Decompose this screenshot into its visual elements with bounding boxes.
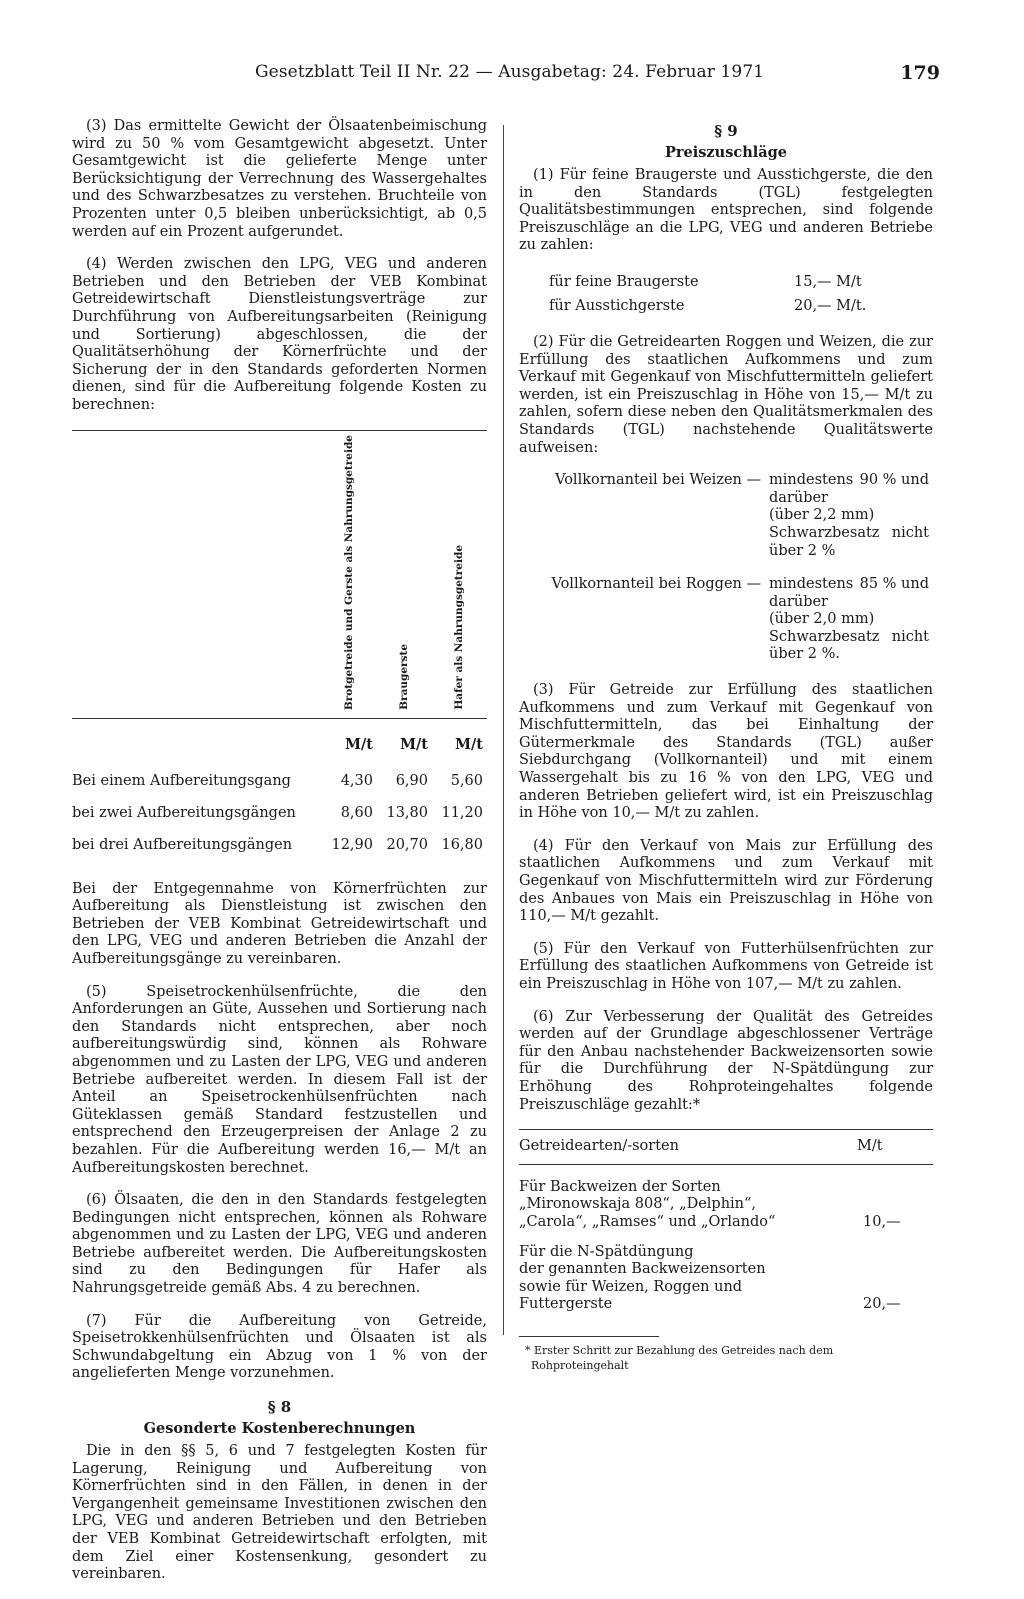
paragraph-4: (4) Werden zwischen den LPG, VEG und anderen Betrieben und den Betrieben der VEB Kombinat Getreidewirtschaft Dienstleistungsverträge zur Durchführung von Aufbereitungsarbeiten (Reinigung und Sortierung) abgeschlossen, die der Qualitätserhöhung der Körnerfrüchte und der Sicherung der in den Standards geforderten Normen dienen, sind für die Aufbereitung folgende Kosten zu berechnen: (72, 256, 487, 413)
variety-header-label: Getreidearten/-sorten (519, 1130, 849, 1165)
surcharge-value: 20,— M/t. (794, 297, 867, 314)
header-title: Gesetzblatt Teil II Nr. 22 — Ausgabetag: 24. Februar 1971 (255, 62, 765, 82)
paragraph-3: (3) Das ermittelte Gewicht der Ölsaatenbeimischung wird zu 50 % vom Gesamtgewicht abgesetzt. Unter Gesamtgewicht ist die gelieferte Menge unter Berücksichtigung der Verrechnung des Wassergehaltes und des Schwarzbesatzes zu verstehen. Bruchteile von Prozenten unter 0,5 bleiben unberücksichtigt, ab 0,5 werden auf ein Prozent aufgerundet. (72, 118, 487, 240)
quality-text: darüber (769, 489, 828, 506)
section-8-text: Die in den §§ 5, 6 und 7 festgelegten Kosten für Lagerung, Reinigung und Aufbereitung von Körnerfrüchten sind in den Fällen, in denen in der Vergangenheit gemeinsame Investitionen zwischen den LPG, VEG und anderen Betrieben und den Betrieben der VEB Kombinat Getreidewirtschaft erfolgten, mit dem Ziel einer Kostensenkung, gesondert zu vereinbaren. (72, 1443, 487, 1583)
quality-block-roggen (519, 576, 933, 664)
left-column (72, 118, 487, 1599)
cost-value: 5,60 (450, 772, 483, 789)
list-item (549, 294, 933, 318)
cost-table-header-row (72, 430, 487, 718)
cost-value: 8,60 (340, 804, 373, 821)
paragraph-4-continued: Bei der Entgegennahme von Körnerfrüchten zur Aufbereitung als Dienstleistung ist zwischen den Betrieben der VEB Kombinat Getreidewirtschaft und den LPG, VEG und anderen Betrieben die Anzahl der Aufbereitungsgänge zu vereinbaren. (72, 880, 487, 967)
cost-value: 4,30 (340, 772, 373, 789)
cost-header-hafer: Hafer als Nahrungsgetreide (432, 430, 487, 718)
quality-text: darüber (769, 593, 828, 610)
variety-text: der genannten Backweizensorten (519, 1261, 766, 1278)
variety-header-unit: M/t (849, 1130, 933, 1165)
quality-text: über 2 %. (769, 646, 840, 663)
variety-row-label (519, 1164, 849, 1231)
variety-text: sowie für Weizen, Roggen und (519, 1278, 743, 1295)
unit-cell: M/t (454, 736, 483, 754)
quality-text: Schwarzbesatz (769, 524, 880, 541)
row-label: Bei einem Aufbereitungsgang (72, 772, 291, 789)
variety-surcharge-table (519, 1129, 933, 1314)
quality-text: (über 2,0 mm) (769, 611, 875, 628)
paragraph-9-2: (2) Für die Getreidearten Roggen und Weizen, die zur Erfüllung des staatlichen Aufkommens und zum Verkauf mit Gegenkauf von Mischfuttermitteln geliefert werden, ist ein Preiszuschlag in Höhe von 15,— M/t zu zahlen, sofern diese neben den Qualitätsmerkmalen des Standards (TGL) nachstehende Qualitätswerte aufweisen: (519, 333, 933, 456)
paragraph-9-3: (3) Für Getreide zur Erfüllung des staatlichen Aufkommens und zum Verkauf mit Gegenkauf von Mischfuttermitteln, das bei Einhaltung der Gütermerkmale des Standards (TGL) außer Siebdurchgang (Vollkornanteil) und mit einem Wassergehalt bis zu 16 % von den LPG, VEG und anderen Betrieben geliefert wird, ist ein Preiszuschlag in Höhe von 10,— M/t zu zahlen. (519, 682, 933, 822)
footnote-rule (519, 1336, 659, 1337)
quality-text: mindestens (769, 472, 854, 489)
cost-table-units-row (72, 718, 487, 765)
table-row (72, 829, 487, 861)
section-9-number: § 9 (714, 122, 738, 140)
paragraph-5: (5) Speisetrockenhülsenfrüchte, die den Anforderungen an Güte, Aussehen und Sortierung nach den Standards nicht entsprechen, aber noch aufbereitungswürdig sind, können als Rohware abgenommen und zu Lasten der LPG, VEG und anderen Betriebe aufbereitet werden. In diesem Fall ist der Anteil an Speisetrockenhülsenfrüchten nach Güteklassen gemäß Standard festzustellen und entsprechend den Erzeugerpreisen der Anlage 2 zu bezahlen. Für die Aufbereitung werden 16,— M/t an Aufbereitungskosten berechnet. (72, 983, 487, 1176)
unit-cell: M/t (344, 736, 373, 754)
variety-text: Futtergerste (519, 1296, 613, 1313)
quality-text: (über 2,2 mm) (769, 507, 875, 524)
right-column (519, 118, 933, 1373)
cost-header-braugerste: Braugerste (377, 430, 432, 718)
cost-value: 12,90 (331, 836, 373, 853)
variety-table-header-row (519, 1130, 933, 1165)
table-row (519, 1232, 933, 1314)
quality-detail (769, 576, 929, 664)
cost-value: 6,90 (395, 772, 428, 789)
quality-block-weizen (519, 472, 933, 560)
cost-header-brotgetreide: Brotgetreide und Gerste als Nahrungsgetreide (322, 430, 377, 718)
column-divider (503, 125, 504, 1335)
paragraph-9-6: (6) Zur Verbesserung der Qualität des Getreides werden auf der Grundlage abgeschlossener Verträge für den Anbau nachstehender Backweizensorten sowie für die Durchführung der N-Spätdüngung zur Erhöhung des Rohproteingehaltes folgende Preiszuschläge gezahlt:* (519, 1008, 933, 1113)
table-row (519, 1164, 933, 1231)
unit-cell: M/t (399, 736, 428, 754)
section-8-title: Gesonderte Kostenberechnungen (143, 1420, 416, 1438)
list-item (549, 270, 933, 294)
cost-value: 20,70 (386, 836, 428, 853)
footnote: * Erster Schritt zur Bezahlung des Getreides nach dem Rohproteingehalt (525, 1343, 834, 1372)
surcharge-label: für feine Braugerste (549, 273, 699, 290)
cost-table-corner (72, 430, 322, 718)
cost-value: 11,20 (441, 804, 483, 821)
cost-value: 13,80 (386, 804, 428, 821)
quality-requirements (519, 472, 933, 664)
paragraph-9-5: (5) Für den Verkauf von Futterhülsenfrüchten zur Erfüllung des staatlichen Aufkommens von Getreide ist ein Preiszuschlag in Höhe von 107,— M/t zu zahlen. (519, 940, 933, 992)
quality-text: mindestens (769, 576, 854, 593)
variety-text: „Carola“, „Ramses“ und „Orlando“ (519, 1213, 776, 1230)
processing-cost-table (72, 430, 487, 861)
quality-text: nicht (891, 628, 929, 645)
paragraph-6: (6) Ölsaaten, die den in den Standards festgelegten Bedingungen nicht entsprechen, können als Rohware abgenommen und zu Lasten der LPG, VEG und anderen Betriebe aufbereitet werden. Die Aufbereitungskosten sind zu den Bedingungen für Hafer als Nahrungsgetreide gemäß Abs. 4 zu berechnen. (72, 1192, 487, 1297)
section-9-title: Preiszuschläge (664, 144, 788, 161)
quality-text: Schwarzbesatz (769, 628, 880, 645)
quality-label: Vollkornanteil bei Roggen — (551, 576, 761, 593)
quality-text: über 2 % (769, 542, 836, 559)
surcharge-list (549, 270, 933, 318)
quality-text: 90 % und (859, 472, 929, 489)
surcharge-label: für Ausstichgerste (549, 297, 685, 314)
paragraph-7: (7) Für die Aufbereitung von Getreide, Speisetrokkenhülsenfrüchten und Ölsaaten ist als Schwundabgeltung ein Abzug von 1 % von der angelieferten Menge vorzunehmen. (72, 1312, 487, 1382)
page-header (70, 62, 940, 88)
quality-text: 85 % und (859, 576, 929, 593)
surcharge-value: 15,— M/t (794, 273, 862, 290)
quality-detail (769, 472, 929, 560)
cost-value: 16,80 (441, 836, 483, 853)
variety-value: 20,— (863, 1296, 901, 1313)
page-number: 179 (900, 62, 940, 84)
table-row (72, 797, 487, 829)
quality-label: Vollkornanteil bei Weizen — (555, 472, 761, 489)
paragraph-9-1: (1) Für feine Braugerste und Ausstichgerste, die den in den Standards (TGL) festgelegten Qualitätsbestimmungen entsprechen, sind folgende Preiszuschläge an die LPG, VEG und anderen Betriebe zu zahlen: (519, 167, 933, 254)
section-8-number: § 8 (267, 1398, 292, 1417)
row-label: bei zwei Aufbereitungsgängen (72, 804, 296, 821)
quality-text: nicht (891, 524, 929, 541)
variety-text: Für Backweizen der Sorten (519, 1178, 721, 1195)
table-row (72, 765, 487, 797)
variety-row-label (519, 1232, 849, 1314)
paragraph-9-4: (4) Für den Verkauf von Mais zur Erfüllung des staatlichen Aufkommens und zum Verkauf mit Gegenkauf von Mischfuttermitteln wird zur Förderung des Anbaues von Mais ein Preiszuschlag in Höhe von 110,— M/t gezahlt. (519, 837, 933, 925)
variety-value: 10,— (863, 1213, 901, 1230)
variety-text: „Mironowskaja 808“, „Delphin“, (519, 1196, 757, 1213)
variety-text: Für die N-Spätdüngung (519, 1243, 694, 1260)
row-label: bei drei Aufbereitungsgängen (72, 836, 293, 853)
